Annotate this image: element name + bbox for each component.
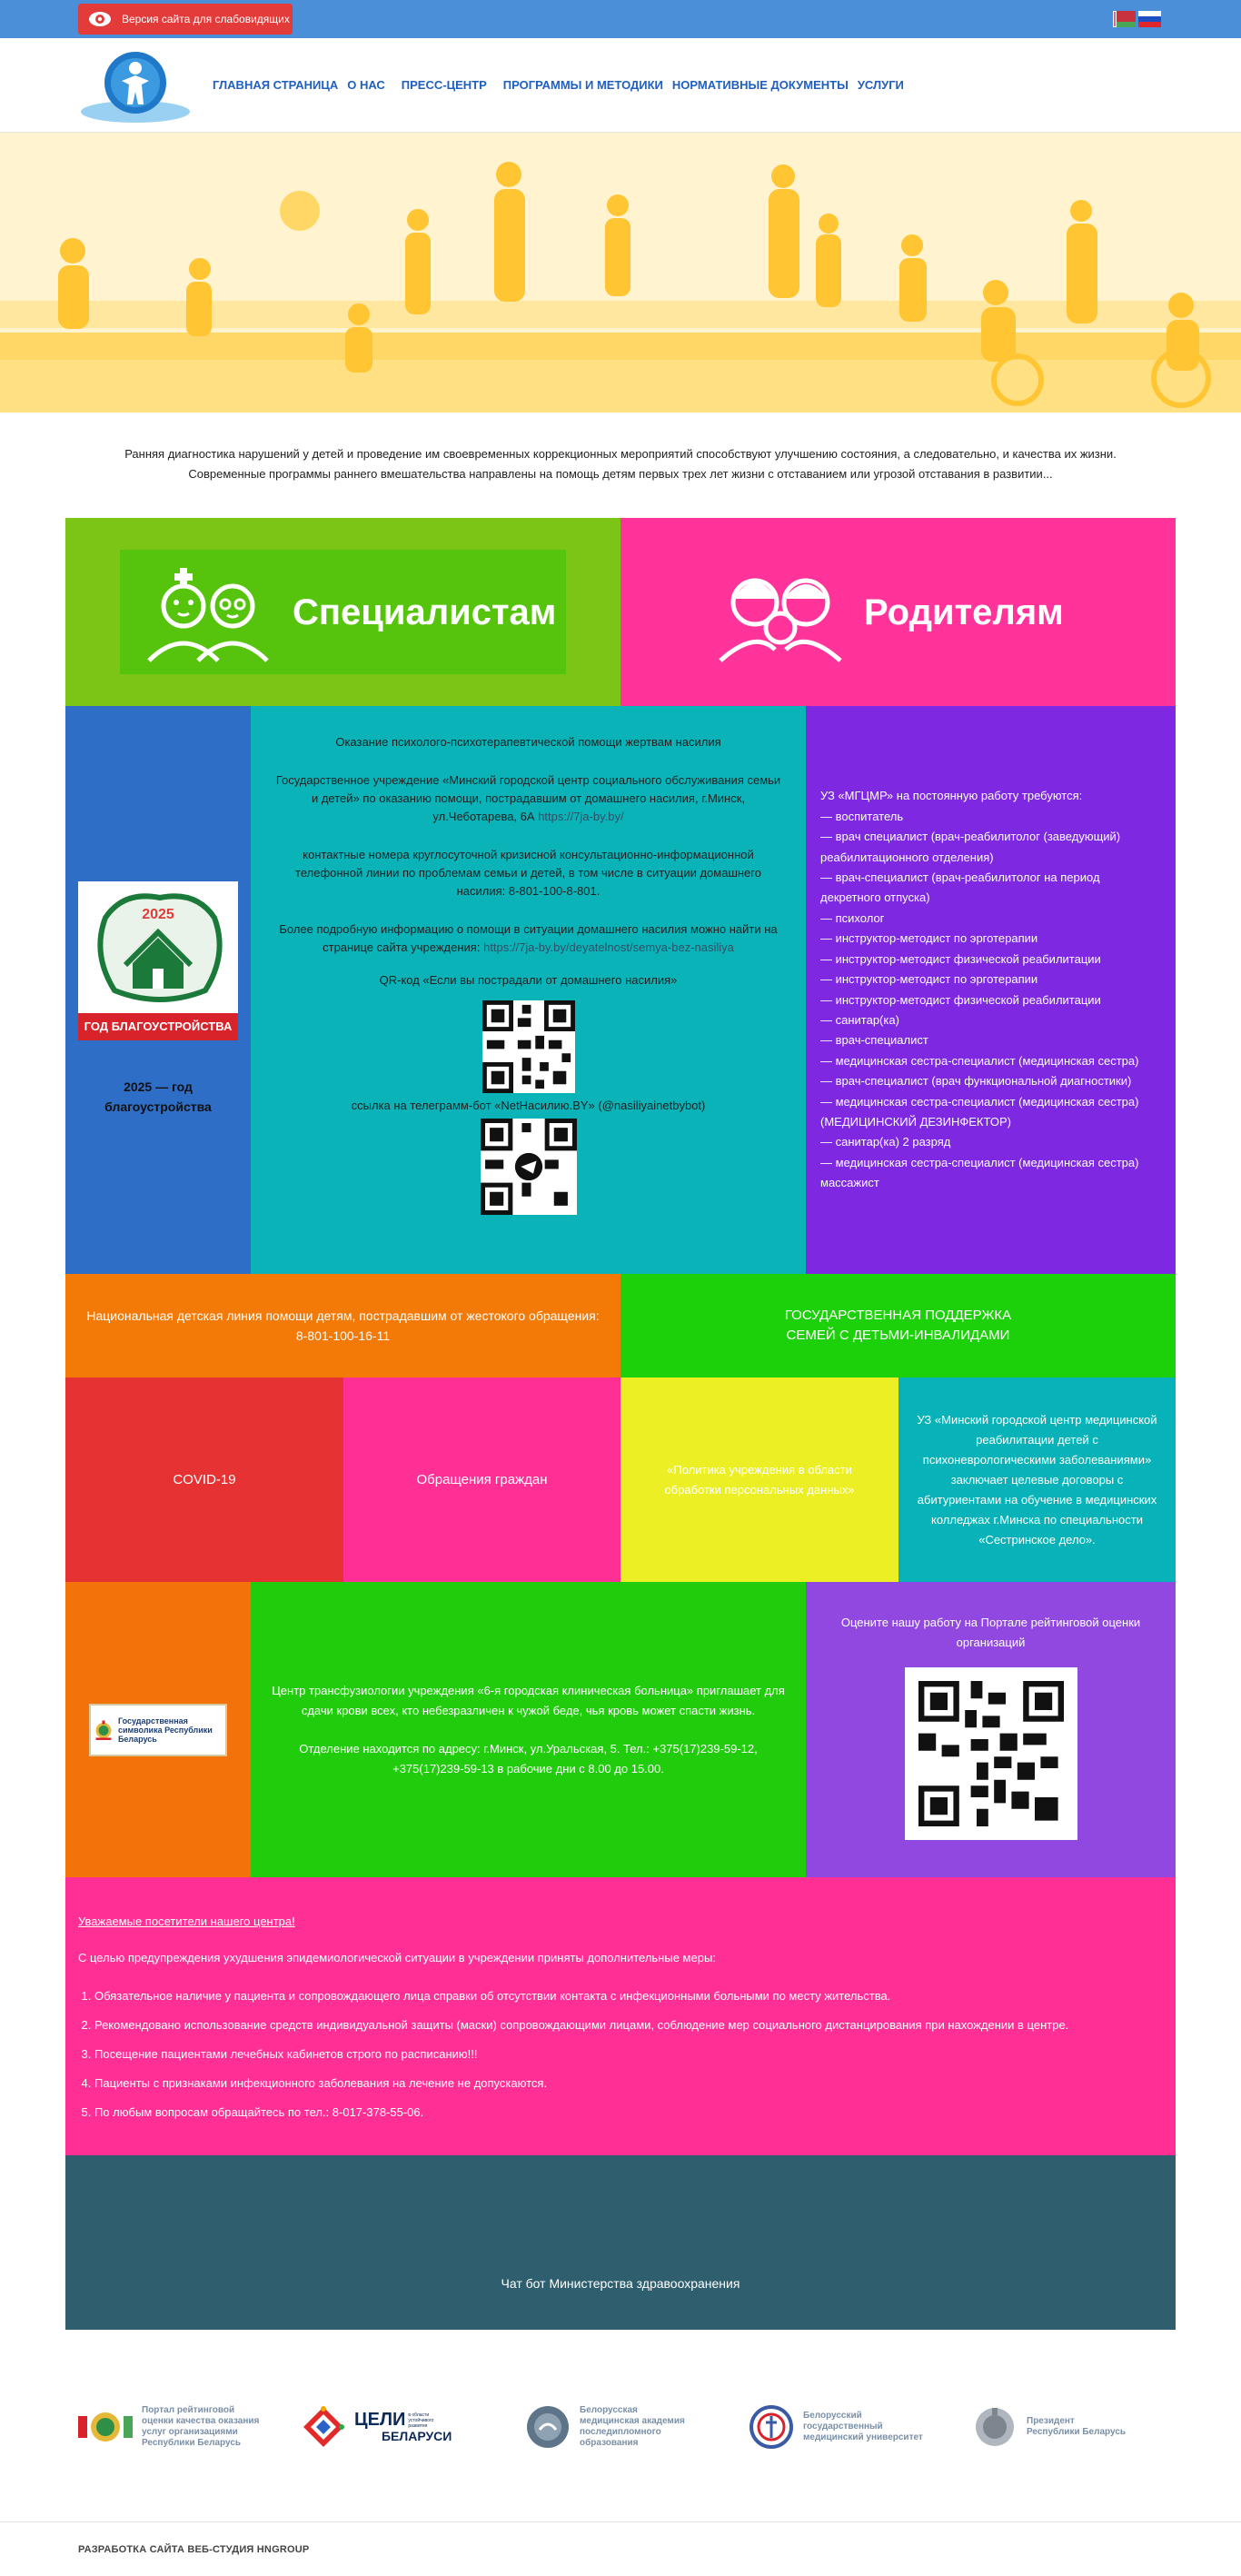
- jobs-tile: [806, 706, 1176, 1274]
- chatbot-label: Чат бот Министерства здравоохранения: [501, 2276, 740, 2291]
- specialists-label: Специалистам: [293, 592, 557, 632]
- job-item: — психолог: [820, 910, 885, 925]
- intro-line-1: Ранняя диагностика нарушений у детей и проведение им своевременных коррекционных мероприятий способствуют улучшению состояния, а следовательно, и качества их жизни.: [124, 447, 1117, 461]
- job-item: — врач специалист (врач-реабилитолог (заведующий) реабилитационного отделения): [820, 830, 1121, 864]
- job-item: — медицинская сестра-специалист (медицинская сестра) массажист: [820, 1155, 1139, 1190]
- violence-title: Оказание психолого-психотерапевтической помощи жертвам насилия: [335, 735, 721, 749]
- copyright[interactable]: РАЗРАБОТКА САЙТА ВЕБ-СТУДИЯ HNGROUP: [78, 2544, 310, 2555]
- sdg-ornament-icon: [302, 2405, 345, 2449]
- belarus-map-house-icon: [78, 881, 238, 1013]
- nav-item-services[interactable]: УСЛУГИ: [857, 78, 904, 92]
- site-header: [0, 38, 1241, 133]
- appeals-label: Обращения граждан: [416, 1471, 548, 1487]
- appeals-tile[interactable]: [343, 1378, 620, 1582]
- nav-item-about[interactable]: О НАС: [347, 78, 385, 92]
- qr-code-icon[interactable]: [482, 1000, 575, 1093]
- state-symbols-label: Государственная символика Республики Беларусь: [117, 1716, 213, 1744]
- rating-tile[interactable]: [806, 1582, 1176, 1877]
- blood-p2: Отделение находится по адресу: г.Минск, ул.Уральская, 5. Тел.: +375(17)239-59-12, +375(17)239-59-13 в рабочие дни с 8.00 до 15.00.: [299, 1741, 758, 1775]
- parents-label: Родителям: [864, 592, 1064, 632]
- state-support-line-2: СЕМЕЙ С ДЕТЬМИ-ИНВАЛИДАМИ: [786, 1328, 1010, 1343]
- year-tile[interactable]: [65, 706, 251, 1274]
- notice-list: [78, 1986, 1163, 2123]
- year-badge: [78, 881, 238, 1040]
- bsmu-emblem-icon: [749, 2404, 794, 2450]
- year-number: 2025: [142, 907, 174, 922]
- job-item: — санитар(ка) 2 разряд: [820, 1135, 951, 1149]
- sdg-subtitle: в области устойчивого развития: [408, 2412, 434, 2429]
- violence-p1-link[interactable]: https://7ja-by.by/: [538, 810, 624, 823]
- jobs-title: УЗ «МГЦМР» на постоянную работу требуются:: [820, 789, 1083, 803]
- main-nav: [213, 78, 904, 92]
- job-item: — инструктор-методист физической реабилитации: [820, 951, 1101, 966]
- violence-qr-label: QR-код «Если вы пострадали от домашнего насилия»: [379, 973, 678, 987]
- nav-item-home[interactable]: ГЛАВНАЯ СТРАНИЦА: [213, 78, 339, 92]
- violence-p1: Государственное учреждение «Минский городской центр социального обслуживания семьи и детей» по оказанию помощи, пострадавшим от домашнего насилия, г.Минск, ул.Чеботарева, 6А: [275, 773, 781, 823]
- intro-text: [0, 413, 1241, 518]
- specialists-tile[interactable]: [65, 518, 620, 706]
- job-item: — санитар(ка): [820, 1012, 899, 1027]
- rating-portal-emblem-icon: [78, 2409, 133, 2445]
- parents-banner: [675, 550, 1121, 674]
- privacy-policy-tile[interactable]: [620, 1378, 898, 1582]
- intro-line-2: Современные программы раннего вмешательства направлены на помощь детям первых трех лет жизни с отставанием или угрозой отставания в развитии...: [188, 467, 1053, 481]
- helpline-title: Национальная детская линия помощи детям, пострадавшим от жестокого обращения:: [86, 1308, 600, 1323]
- notice-title[interactable]: Уважаемые посетители нашего центра!: [78, 1915, 295, 1928]
- coat-of-arms-icon: [94, 1709, 113, 1751]
- violence-tg-label: ссылка на телеграмм-бот «NetНасилию.BY» (@nasiliyainetbybot): [351, 1099, 706, 1112]
- notice-item: 4. Пациенты с признаками инфекционного заболевания на лечение не допускаются.: [94, 2074, 1163, 2094]
- belmapo-emblem-icon: [525, 2404, 571, 2450]
- top-bar: [0, 0, 1241, 38]
- violence-help-tile: [251, 706, 806, 1274]
- sdg-title-row: [354, 2411, 452, 2429]
- language-switcher: [1113, 11, 1161, 27]
- rating-portal-text: Портал рейтинговой оценки качества оказания услуг организациями Республики Беларусь: [142, 2405, 260, 2448]
- notice-item: 2. Рекомендовано использование средств индивидуальной защиты (маски) сопровождающими лицами, соблюдение мер социального дистанцирования при нахождении в центре.: [94, 2015, 1163, 2035]
- family-icon: [711, 562, 848, 662]
- president-text: Президент Республики Беларусь: [1027, 2416, 1127, 2437]
- bsmu-text: Белорусский государственный медицинский университет: [803, 2411, 923, 2442]
- job-item: — медицинская сестра-специалист (медицинская сестра) (МЕДИЦИНСКИЙ ДЕЗИНФЕКТОР): [820, 1094, 1139, 1129]
- violence-p2: контактные номера круглосуточной кризисной консультационно-информационной телефонной линии по проблемам семьи и детей, в том числе в ситуации домашнего насилия: 8-801-100-8-801.: [295, 848, 761, 898]
- blood-p1: Центр трансфузиологии учреждения «6-я городская клиническая больница» приглашает для сдачи крови всех, кто небезразличен к чужой беде, чья кровь может спасти жизнь.: [272, 1683, 785, 1717]
- year-caption: 2025 — год благоустройства: [104, 1079, 212, 1114]
- russia-flag-icon[interactable]: [1138, 11, 1161, 27]
- doctors-icon: [140, 562, 276, 662]
- job-item: — инструктор-методист по эрготерапии: [820, 931, 1038, 946]
- rehab-contracts-tile[interactable]: [898, 1378, 1176, 1582]
- policy-label: «Политика учреждения в области обработки персональных данных»: [664, 1462, 855, 1497]
- low-vision-label: Версия сайта для слабовидящих: [122, 13, 290, 25]
- logo-icon: [78, 45, 193, 126]
- notice-lead: С целью предупреждения ухудшения эпидемиологической ситуации в учреждении приняты дополнительные меры:: [78, 1951, 716, 1964]
- year-badge-label: ГОД БЛАГОУСТРОЙСТВА: [78, 1013, 238, 1040]
- president-emblem-icon: [972, 2404, 1018, 2450]
- violence-p1-wrap: [274, 771, 783, 826]
- specialists-banner: [120, 550, 566, 674]
- sdg-belarus-logo[interactable]: [302, 2399, 492, 2455]
- helpline-phone: 8-801-100-16-11: [295, 1328, 391, 1343]
- state-support-line-1: ГОСУДАРСТВЕННАЯ ПОДДЕРЖКА: [784, 1308, 1012, 1323]
- rating-portal-logo[interactable]: [78, 2399, 269, 2455]
- rating-qr-frame: [905, 1667, 1077, 1840]
- nav-item-programs[interactable]: ПРОГРАММЫ И МЕТОДИКИ: [502, 78, 663, 92]
- footer-divider: [0, 2521, 1241, 2522]
- violence-p3-link[interactable]: https://7ja-by.by/deyatelnost/semya-bez-nasiliya: [483, 940, 734, 954]
- belmapo-text: Белорусская медицинская академия последипломного образования: [580, 2405, 685, 2448]
- job-item: — инструктор-методист физической реабилитации: [820, 992, 1101, 1007]
- rating-qr-code-icon[interactable]: [918, 1681, 1064, 1826]
- sdg-country: БЕЛАРУСИ: [381, 2429, 452, 2443]
- hero-banner: [0, 133, 1241, 413]
- bsmu-logo[interactable]: [749, 2399, 939, 2455]
- president-logo[interactable]: [972, 2399, 1163, 2455]
- job-item: — врач-специалист (врач функциональной диагностики): [820, 1074, 1132, 1089]
- notice-item: 5. По любым вопросам обращайтесь по тел.: 8-017-378-55-06.: [94, 2103, 1163, 2123]
- notice-item: 3. Посещение пациентами лечебных кабинетов строго по расписанию!!!: [94, 2044, 1163, 2064]
- covid-tile[interactable]: [65, 1378, 343, 1582]
- sdg-title: ЦЕЛИ: [354, 2410, 406, 2430]
- job-item: — врач-специалист: [820, 1033, 928, 1048]
- job-item: — инструктор-методист по эрготерапии: [820, 972, 1038, 987]
- job-item: — воспитатель: [820, 809, 904, 823]
- state-symbols-tile[interactable]: [65, 1582, 251, 1877]
- rating-label: Оцените нашу работу на Портале рейтинговой оценки организаций: [840, 1616, 1141, 1649]
- state-support-tile[interactable]: [620, 1274, 1176, 1378]
- sdg-text-group: [354, 2411, 452, 2443]
- partner-logos: [78, 2399, 1163, 2455]
- blood-donation-tile: [251, 1582, 806, 1877]
- rehab-text: УЗ «Минский городской центр медицинской реабилитации детей с психоневрологическими заболеваниями» заключает целевые договоры с абитуриентами на обучение в медицинских колледжах г.Минска по специальности «Сестринское дело».: [917, 1412, 1157, 1547]
- chatbot-tile[interactable]: [65, 2155, 1176, 2330]
- parents-tile[interactable]: [620, 518, 1176, 706]
- telegram-qr-icon[interactable]: [481, 1119, 577, 1215]
- jobs-list: [820, 786, 1161, 1193]
- nav-item-press[interactable]: ПРЕСС-ЦЕНТР: [401, 78, 487, 92]
- job-item: — врач-специалист (врач-реабилитолог на период декретного отпуска): [820, 870, 1100, 905]
- covid-label: COVID-19: [173, 1471, 236, 1487]
- low-vision-button[interactable]: [78, 4, 293, 35]
- helpline-tile[interactable]: [65, 1274, 620, 1378]
- job-item: — медицинская сестра-специалист (медицинская сестра): [820, 1053, 1139, 1068]
- violence-p3-wrap: [274, 920, 783, 957]
- belmapo-logo[interactable]: [525, 2399, 716, 2455]
- violence-p3: Более подробную информацию о помощи в ситуации домашнего насилия можно найти на странице сайта учреждения:: [279, 922, 778, 954]
- eye-icon: [87, 10, 113, 28]
- notice-block: [65, 1877, 1176, 2155]
- tiles-grid: [65, 518, 1176, 2330]
- site-logo[interactable]: [78, 45, 193, 126]
- state-symbols-banner: [89, 1704, 227, 1756]
- notice-item: 1. Обязательное наличие у пациента и сопровождающего лица справки об отсутствии контакта с инфекционными больными по месту жительства.: [94, 1986, 1163, 2006]
- belarus-flag-icon[interactable]: [1113, 11, 1136, 27]
- nav-item-documents[interactable]: НОРМАТИВНЫЕ ДОКУМЕНТЫ: [671, 78, 849, 92]
